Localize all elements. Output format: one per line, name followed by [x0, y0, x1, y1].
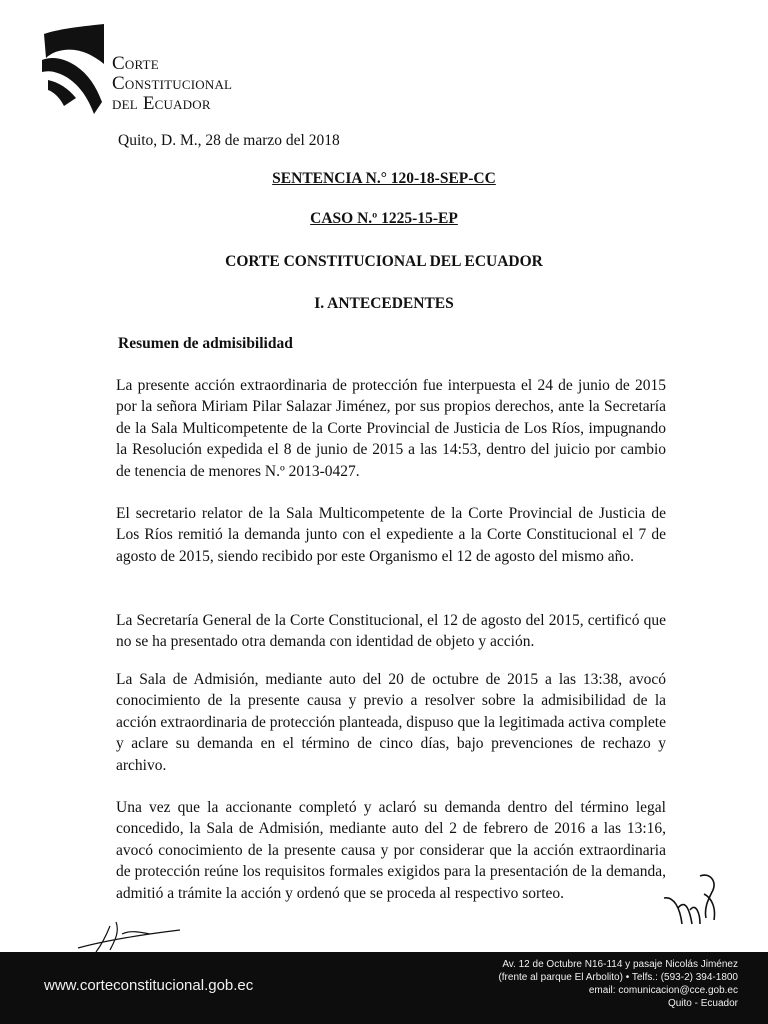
address-line-2: (frente al parque El Arbolito) • Telfs.: (593-2) 394-1800: [498, 972, 738, 983]
logo-line-3: del Ecuador: [112, 93, 211, 114]
court-logo-icon: [42, 24, 106, 116]
case-text: CASO N.º 1225-15-EP: [310, 210, 458, 227]
paragraph-2: El secretario relator de la Sala Multicompetente de la Corte Provincial de Justicia de Los Ríos remitió la demanda junto con el expediente a la Corte Constitucional el 7 de agosto de 2015, siendo recibido por este Organismo el 12 de agosto del mismo año.: [116, 505, 666, 565]
paragraph-3: La Secretaría General de la Corte Constitucional, el 12 de agosto del 2015, certificó que no se ha presentado otra demanda con identidad de objeto y acción.: [116, 612, 666, 651]
document-date: Quito, D. M., 28 de marzo del 2018: [118, 132, 340, 149]
footer-bar: [0, 952, 768, 1024]
subheading: Resumen de admisibilidad: [118, 335, 293, 352]
signature-right-icon: [660, 868, 722, 932]
court-heading: CORTE CONSTITUCIONAL DEL ECUADOR: [225, 253, 543, 270]
sentencia-number: [0, 170, 768, 188]
paragraph-4: La Sala de Admisión, mediante auto del 20 de octubre de 2015 a las 13:38, avocó conocimiento de la presente causa y previo a resolver sobre la admisibilidad de la acción extraordinaria de protección planteada, dispuso que la legitimada activa complete y aclare su demanda en el término de cinco días, bajo prevenciones de rechazo y archivo.: [116, 671, 666, 774]
case-number: [0, 210, 768, 228]
signature-left-icon: [70, 912, 200, 954]
section-title: I. ANTECEDENTES: [314, 295, 454, 312]
paragraph-5: Una vez que la accionante completó y aclaró su demanda dentro del término legal concedido, la Sala de Admisión, mediante auto del 2 de febrero de 2016 a las 13:16, avocó conocimiento de la presente causa y por considerar que la acción extraordinaria de protección reúne los requisitos formales exigidos para la presentación de la demanda, admitió a trámite la acción y ordenó que se proceda al respectivo sorteo.: [116, 799, 666, 902]
sentencia-text: SENTENCIA N.° 120-18-SEP-CC: [272, 170, 496, 187]
paragraph-1: La presente acción extraordinaria de protección fue interpuesta el 24 de junio de 2015 por la señora Miriam Pilar Salazar Jiménez, por sus propios derechos, ante la Secretaría de la Sala Multicompetente de la Corte Provincial de Justicia de Los Ríos, impugnando la Resolución expedida el 8 de junio de 2015 a las 14:53, dentro del juicio por cambio de tenencia de menores N.º 2013-0427.: [116, 377, 666, 480]
logo-line-1: Corte: [112, 53, 159, 74]
address-line-4: Quito - Ecuador: [667, 998, 738, 1009]
court-name-logo: [112, 54, 232, 114]
logo-line-2: Constitucional: [112, 73, 233, 94]
address-line-3: email: comunicacion@cce.gob.ec: [588, 985, 738, 996]
website-link[interactable]: www.corteconstitucional.gob.ec: [44, 977, 254, 994]
footer-address: [498, 958, 738, 1010]
address-line-1: Av. 12 de Octubre N16-114 y pasaje Nicolás Jiménez: [502, 959, 738, 970]
